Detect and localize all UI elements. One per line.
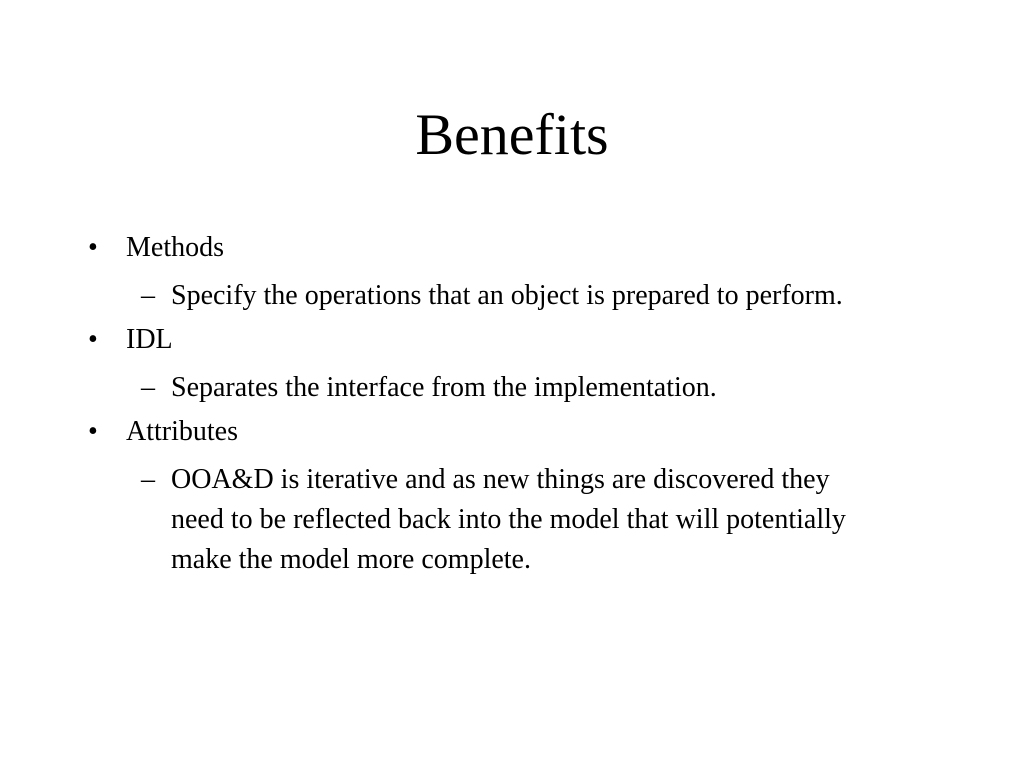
bullet-dot-icon: •: [88, 324, 98, 355]
bullet-item-attributes: [80, 412, 960, 580]
sub-bullet-item: [126, 460, 871, 580]
sub-bullet-list: [126, 460, 960, 580]
bullet-label: Methods: [126, 232, 224, 263]
bullet-dot-icon: •: [88, 232, 98, 263]
dash-icon: –: [141, 372, 155, 403]
sub-bullet-item: [126, 276, 871, 316]
dash-icon: –: [141, 280, 155, 311]
bullet-item-methods: [80, 228, 960, 316]
bullet-label: Attributes: [126, 416, 238, 447]
sub-bullet-text: Specify the operations that an object is prepared to perform.: [171, 280, 843, 311]
bullet-list: [80, 228, 960, 584]
slide-title: Benefits: [415, 102, 609, 167]
bullet-label: IDL: [126, 324, 173, 355]
sub-bullet-list: [126, 276, 960, 316]
bullet-item-idl: [80, 320, 960, 408]
sub-bullet-item: [126, 368, 871, 408]
sub-bullet-text: OOA&D is iterative and as new things are discovered they need to be reflected back into the model that will potentially make the model more complete.: [171, 464, 846, 575]
sub-bullet-text: Separates the interface from the implementation.: [171, 372, 717, 403]
dash-icon: –: [141, 464, 155, 495]
bullet-dot-icon: •: [88, 416, 98, 447]
sub-bullet-list: [126, 368, 960, 408]
